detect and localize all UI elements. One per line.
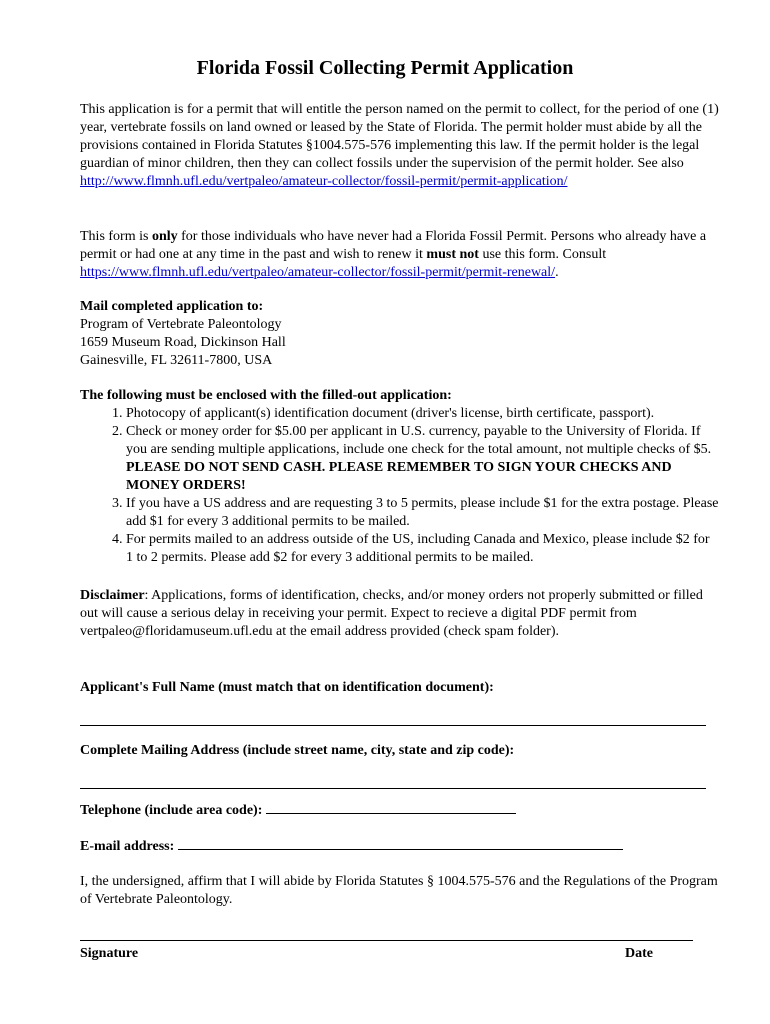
permit-application-link[interactable]: http://www.flmnh.ufl.edu/vertpaleo/amateur-collector/fossil-permit/permit-application/ (80, 174, 568, 189)
enclosure-item-3: 3. If you have a US address and are requesting 3 to 5 permits, please include $1 for the extra postage. Please add $1 for every 3 additional permits to be mailed. (126, 495, 720, 531)
full-name-field[interactable] (80, 725, 706, 726)
email-field[interactable] (178, 837, 623, 850)
page-title: Florida Fossil Collecting Permit Application (196, 57, 574, 79)
email-row (80, 837, 623, 856)
address-field[interactable] (80, 788, 706, 789)
must-not-emphasis: must not (426, 247, 479, 262)
address-label: Complete Mailing Address (include street name, city, state and zip code): (80, 743, 515, 758)
enclosure-item-2 (126, 423, 720, 495)
email-label: E-mail address: (80, 839, 178, 854)
eligibility-paragraph (80, 228, 720, 282)
enclosure-item-2-text: Check or money order for $5.00 per applicant in U.S. currency, payable to the University of Florida. If you are sending multiple applications, include one check for the total amount, not multiple checks of $5. (126, 424, 712, 457)
eligibility-text-4: . (555, 265, 559, 280)
permit-renewal-link[interactable]: https://www.flmnh.ufl.edu/vertpaleo/amateur-collector/fossil-permit/permit-renewal/ (80, 265, 556, 280)
mail-line-1: Program of Vertebrate Paleontology (80, 317, 282, 332)
signature-label: Signature (80, 946, 139, 961)
signature-field[interactable] (80, 940, 693, 941)
eligibility-text-2: for those individuals who have never had a Florida Fossil Permit. Persons who already have a permit or had one at any time in the past and wish to renew it (80, 229, 707, 262)
full-name-label: Applicant's Full Name (must match that on identification document): (80, 680, 494, 695)
mailing-address-block (80, 298, 720, 370)
telephone-row (80, 801, 516, 820)
affirmation-paragraph: I, the undersigned, affirm that I will abide by Florida Statutes § 1004.575-576 and the Regulations of the Program of Vertebrate Paleontology. (80, 874, 718, 907)
mail-heading: Mail completed application to: (80, 299, 264, 314)
telephone-label: Telephone (include area code): (80, 803, 266, 818)
enclosure-item-1: 1. Photocopy of applicant(s) identification document (driver's license, birth certificate, passport). (126, 405, 720, 423)
eligibility-text-3: use this form. Consult (478, 247, 607, 262)
disclaimer-paragraph (80, 587, 720, 641)
enclosure-item-4: 4. For permits mailed to an address outside of the US, including Canada and Mexico, please include $2 for 1 to 2 permits. Please add $2 for every 3 additional permits to be mailed. (126, 531, 720, 567)
enclosure-item-2-warning: PLEASE DO NOT SEND CASH. PLEASE REMEMBER TO SIGN YOUR CHECKS AND MONEY ORDERS! (126, 460, 672, 493)
enclosures-block (80, 387, 720, 567)
intro-text: This application is for a permit that will entitle the person named on the permit to collect, for the period of one (1) year, vertebrate fossils on land owned or leased by the State of Florida. The permit holder must abide by all the provisions contained in Florida Statutes §1004.575-576 implementing this law. If the permit holder is the legal guardian of minor children, then they can collect fossils under the supervision of the permit holder. See also (80, 102, 719, 171)
telephone-field[interactable] (266, 801, 516, 814)
date-label: Date (625, 946, 653, 961)
disclaimer-text: : Applications, forms of identification, checks, and/or money orders not properly submitted or filled out will cause a serious delay in receiving your permit. Expect to recieve a digital PDF permit from vertpaleo@floridamuseum.ufl.edu at the email address provided (check spam folder). (80, 588, 703, 639)
eligibility-text-1: This form is (80, 229, 152, 244)
only-emphasis: only (151, 229, 178, 244)
mail-line-2: 1659 Museum Road, Dickinson Hall (80, 335, 286, 350)
disclaimer-label: Disclaimer (80, 588, 145, 603)
intro-paragraph (80, 101, 720, 191)
enclosures-heading: The following must be enclosed with the filled-out application: (80, 388, 452, 403)
mail-line-3: Gainesville, FL 32611-7800, USA (80, 353, 273, 368)
enclosures-list (80, 405, 720, 567)
